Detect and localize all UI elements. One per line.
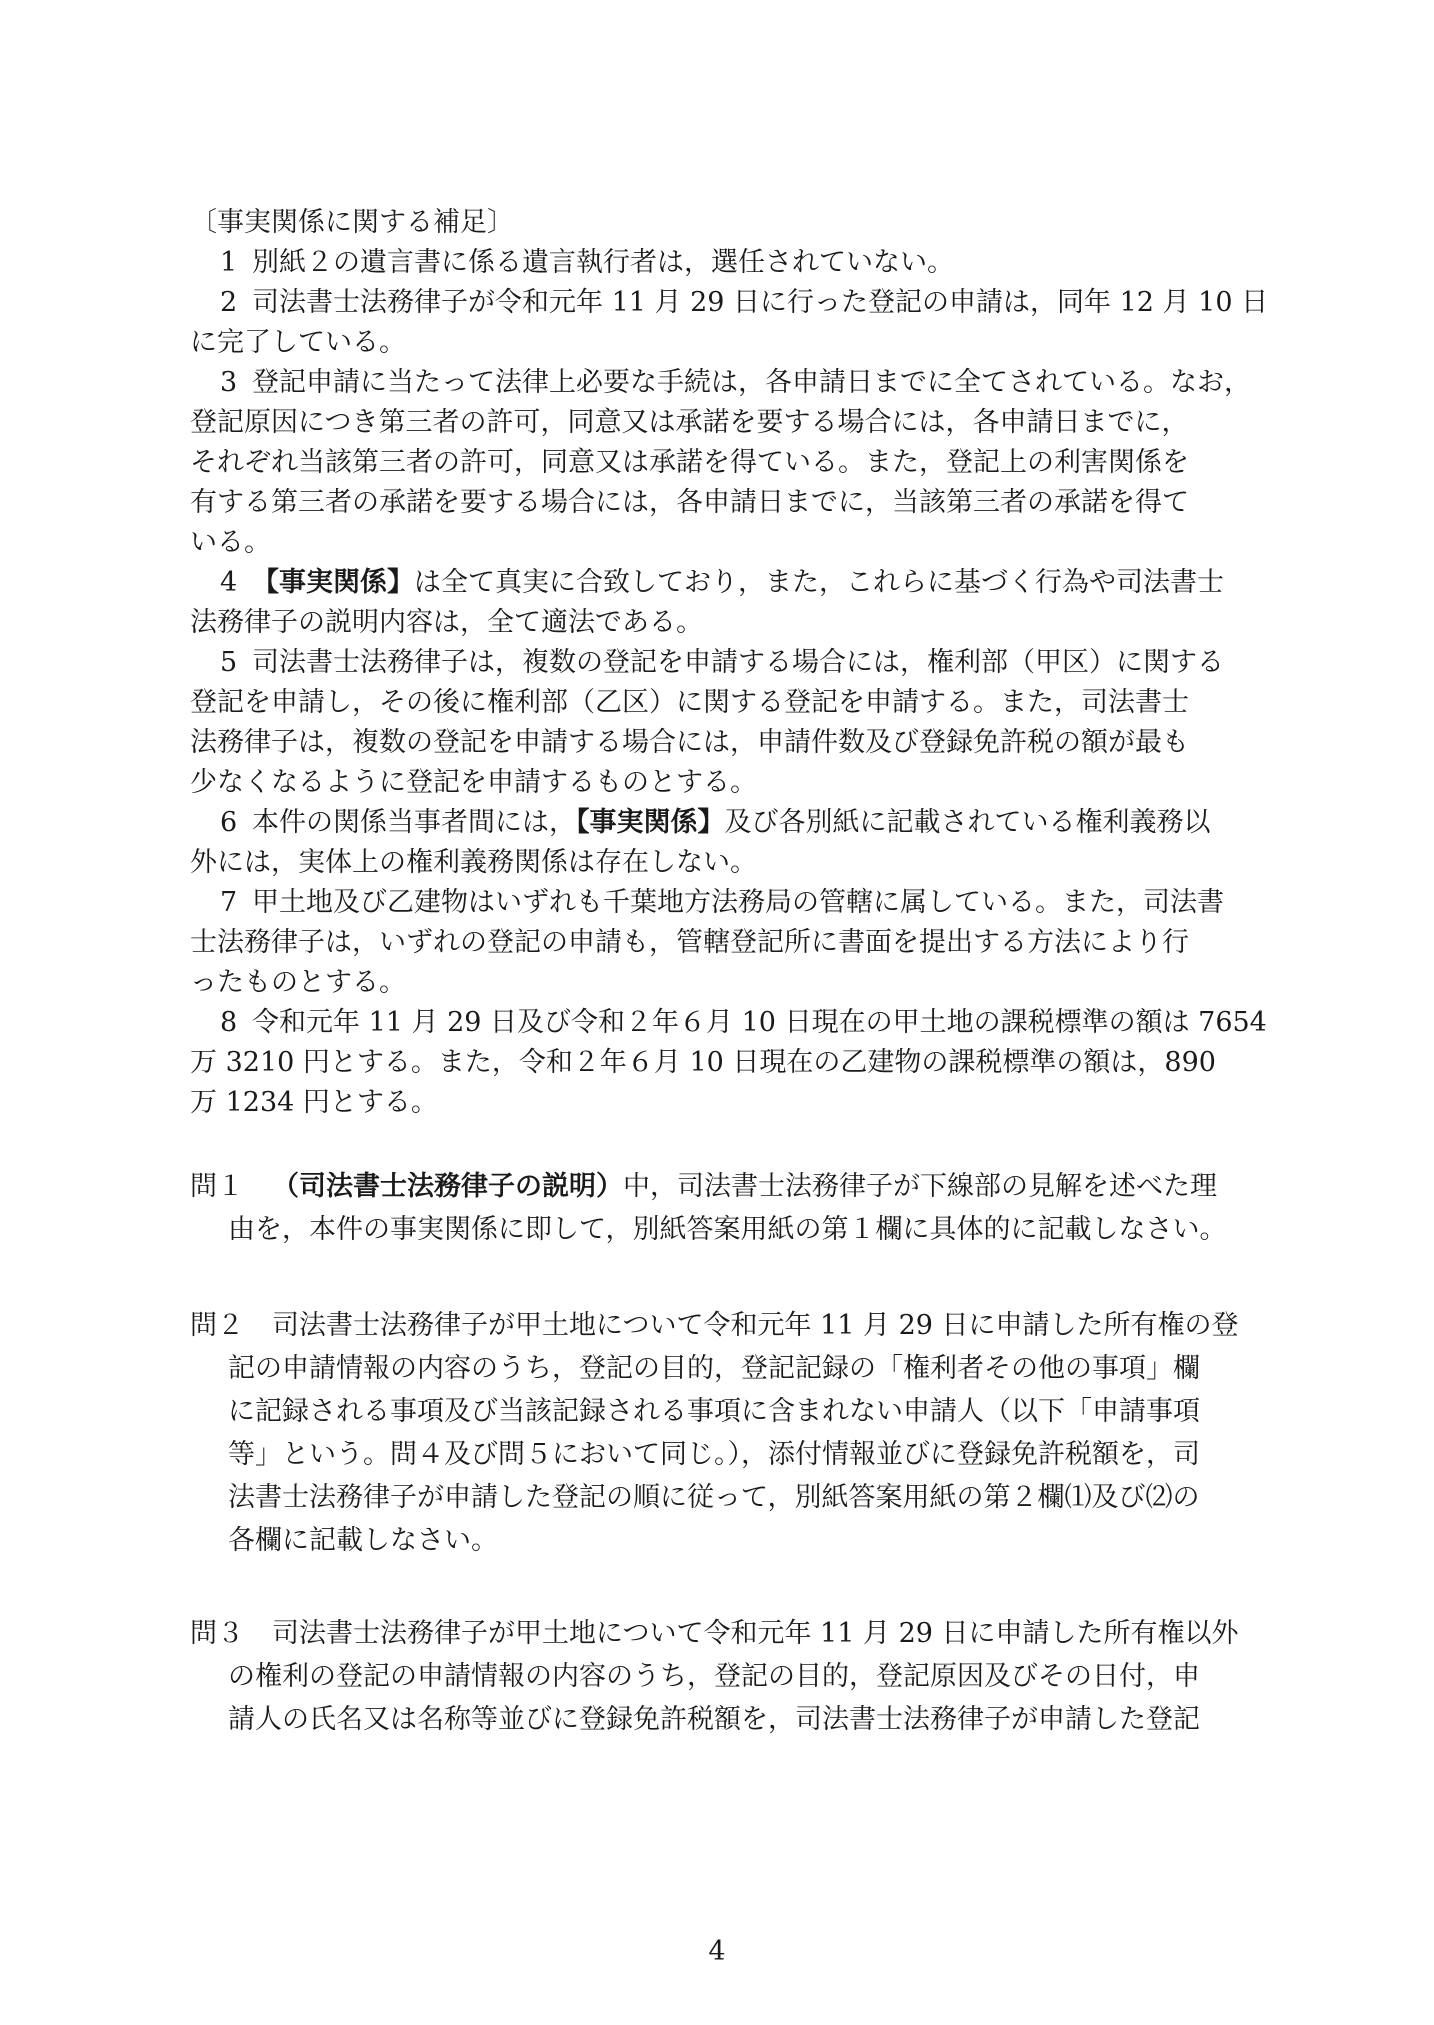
supplement-note <box>190 883 1286 1003</box>
note-text: 万 3210 円とする。また，令和２年６月 10 日現在の乙建物の課税標準の額は，890 <box>190 1047 1216 1078</box>
note-text: 別紙２の遺言書に係る遺言執行者は，選任されていない。 <box>252 247 954 278</box>
note-number: 3 <box>220 367 238 398</box>
note-number: 8 <box>220 1007 238 1038</box>
supplement-note <box>190 283 1286 363</box>
note-text: 本件の関係当事者間には， <box>252 807 576 838</box>
supplement-note <box>190 243 1286 283</box>
question-text: 由を，本件の事実関係に即して，別紙答案用紙の第１欄に具体的に記載しなさい。 <box>228 1214 1227 1245</box>
note-text: それぞれ当該第三者の許可，同意又は承諾を得ている。また，登記上の利害関係を <box>190 447 1189 478</box>
supplement-note <box>190 363 1286 563</box>
note-text: 及び各別紙に記載されている権利義務以 <box>724 807 1211 838</box>
note-number: 4 <box>220 567 238 598</box>
supplement-note <box>190 803 1286 883</box>
question-number: 問２ <box>190 1310 244 1341</box>
question-text: 請人の氏名又は名称等並びに登録免許税額を，司法書士法務律子が申請した登記 <box>228 1704 1200 1735</box>
note-number: 2 <box>220 287 238 318</box>
note-text: 万 1234 円とする。 <box>190 1087 438 1118</box>
question-text: 記の申請情報の内容のうち，登記の目的，登記記録の「権利者その他の事項」欄 <box>228 1353 1200 1384</box>
question-block <box>190 1165 1256 1251</box>
note-text: 法務律子の説明内容は，全て適法である。 <box>190 607 703 638</box>
question-text: 司法書士法務律子が甲土地について令和元年 11 月 29 日に申請した所有権以外 <box>272 1618 1239 1649</box>
question-text: 司法書士法務律子が甲土地について令和元年 11 月 29 日に申請した所有権の登 <box>272 1310 1239 1341</box>
note-text: 司法書士法務律子が令和元年 11 月 29 日に行った登記の申請は，同年 12 月 10 日 <box>252 287 1269 318</box>
note-text: 司法書士法務律子は，複数の登記を申請する場合には，権利部（甲区）に関する <box>252 647 1224 678</box>
supplement-note <box>190 643 1286 803</box>
note-text: は全て真実に合致しており，また，これらに基づく行為や司法書士 <box>414 567 1224 598</box>
note-text: 登記を申請し，その後に権利部（乙区）に関する登記を申請する。また，司法書士 <box>190 687 1189 718</box>
question-text: 等」という。問４及び問５において同じ。），添付情報並びに登録免許税額を，司 <box>228 1439 1200 1470</box>
question-text: 法書士法務律子が申請した登記の順に従って，別紙答案用紙の第２欄⑴及び⑵の <box>228 1482 1200 1513</box>
note-number: 7 <box>220 887 238 918</box>
note-number: 6 <box>220 807 238 838</box>
note-number: 1 <box>220 247 238 278</box>
question-block <box>190 1304 1256 1562</box>
note-text: 有する第三者の承諾を要する場合には，各申請日までに，当該第三者の承諾を得て <box>190 487 1189 518</box>
note-text: 士法務律子は，いずれの登記の申請も，管轄登記所に書面を提出する方法により行 <box>190 927 1189 958</box>
note-text: 少なくなるように登記を申請するものとする。 <box>190 767 757 798</box>
note-text: 登記申請に当たって法律上必要な手続は，各申請日までに全てされている。なお， <box>252 367 1251 398</box>
question-text: 中，司法書士法務律子が下線部の見解を述べた理 <box>623 1171 1217 1202</box>
note-text: 登記原因につき第三者の許可，同意又は承諾を要する場合には，各申請日までに， <box>190 407 1189 438</box>
question-text: に記録される事項及び当該記録される事項に含まれない申請人（以下「申請事項 <box>228 1396 1200 1427</box>
bold-term: 【事実関係】 <box>576 807 725 838</box>
page-number: 4 <box>708 1936 726 1967</box>
note-text: いる。 <box>190 527 271 558</box>
note-text: ったものとする。 <box>190 967 406 998</box>
supplement-note <box>190 563 1286 643</box>
note-number: 5 <box>220 647 238 678</box>
bold-term: 【事実関係】 <box>252 567 414 598</box>
question-number: 問３ <box>190 1618 244 1649</box>
bold-term: （司法書士法務律子の説明） <box>272 1171 623 1202</box>
section-heading: 〔事実関係に関する補足〕 <box>190 207 514 238</box>
note-text: 甲土地及び乙建物はいずれも千葉地方法務局の管轄に属している。また，司法書 <box>252 887 1224 918</box>
question-block <box>190 1612 1256 1741</box>
note-text: 令和元年 11 月 29 日及び令和２年６月 10 日現在の甲土地の課税標準の額は 7654 <box>252 1007 1267 1038</box>
note-text: に完了している。 <box>190 327 406 358</box>
question-text: の権利の登記の申請情報の内容のうち，登記の目的，登記原因及びその日付，申 <box>228 1661 1200 1692</box>
question-text: 各欄に記載しなさい。 <box>228 1525 498 1556</box>
question-number: 問１ <box>190 1171 244 1202</box>
note-text: 法務律子は，複数の登記を申請する場合には，申請件数及び登録免許税の額が最も <box>190 727 1189 758</box>
supplement-note <box>190 1003 1286 1123</box>
note-text: 外には，実体上の権利義務関係は存在しない。 <box>190 847 757 878</box>
